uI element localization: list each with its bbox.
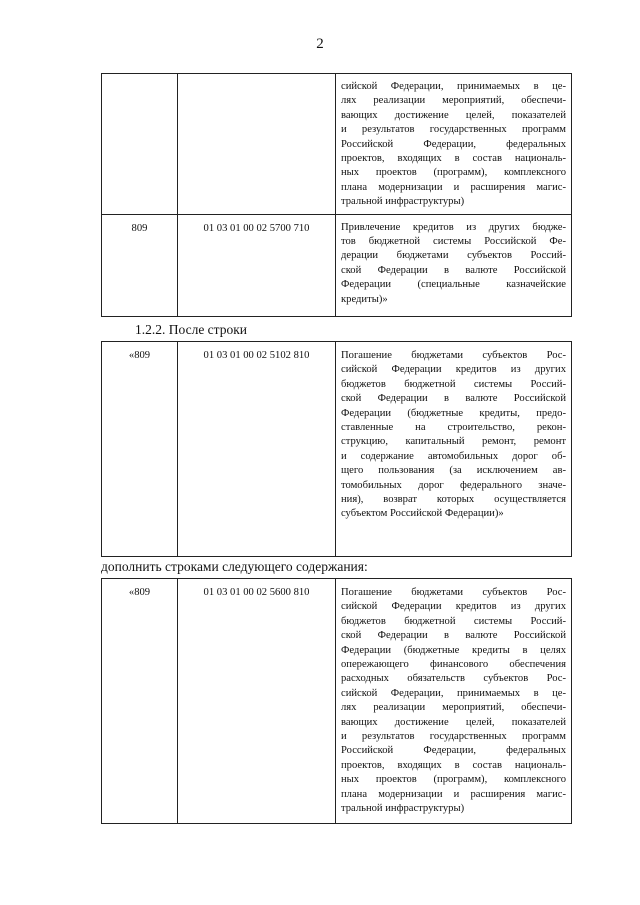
description-line: сийской Федерации кредитов из других: [341, 364, 566, 376]
description-line: тральной инфраструктуры): [341, 803, 465, 815]
description-line: дерации бюджетами субъектов Россий-: [341, 250, 566, 262]
description-cell: [336, 342, 572, 557]
table-new-rows: [101, 578, 572, 824]
description-line: сийской Федерации кредитов из других: [341, 601, 566, 613]
description-line: и результатов государственных программ: [341, 124, 566, 136]
description-line: Привлечение кредитов из других бюдже-: [341, 221, 566, 233]
paragraph-add-rows: дополнить строками следующего содержания:: [101, 559, 368, 574]
description-line: Российской Федерации, федеральных: [341, 138, 566, 150]
description-line: бюджетов бюджетной системы Россий-: [341, 378, 566, 390]
description-line: ской Федерации в валюте Российской: [341, 630, 566, 642]
description-line: Российской Федерации, федеральных: [341, 745, 566, 757]
admin-code-cell: [102, 74, 178, 215]
description-line: Погашение бюджетами субъектов Рос-: [341, 350, 566, 361]
description-line: проектов, входящих в состав националь-: [341, 759, 566, 771]
description-line: ных проектов (программ), комплексного: [341, 774, 566, 786]
description-line: ской Федерации в валюте Российской: [341, 393, 566, 405]
description-line: томобильных дорог федерального значе-: [341, 479, 566, 491]
description-line: плана модернизации и расширения магис-: [341, 788, 566, 800]
description-line: струкцию, капитальный ремонт, ремонт: [341, 436, 566, 448]
description-line: лях реализации мероприятий, обеспечи-: [341, 702, 566, 714]
description-cell: [336, 579, 572, 824]
kbk-code-cell: 01 03 01 00 02 5102 810: [178, 342, 336, 557]
description-line: и результатов государственных программ: [341, 731, 566, 743]
description-line: и содержание автомобильных дорог об-: [341, 450, 566, 462]
table-row: [102, 342, 572, 557]
description-line: вающих достижение целей, показателей: [341, 109, 566, 121]
table-reference-row: [101, 341, 572, 557]
description-line: проектов, входящих в состав националь-: [341, 153, 566, 165]
admin-code-cell: «809: [102, 579, 178, 824]
description-line: опережающего финансового обеспечения: [341, 659, 566, 671]
description-line: тов бюджетной системы Российской Фе-: [341, 236, 566, 248]
kbk-code-cell: 01 03 01 00 02 5600 810: [178, 579, 336, 824]
description-line: ской Федерации в валюте Российской: [341, 264, 566, 276]
description-line: ставленные на строительство, рекон-: [341, 422, 566, 434]
paragraph-after-row: 1.2.2. После строки: [135, 322, 248, 337]
description-line: бюджетов бюджетной системы Россий-: [341, 615, 566, 627]
description-line: сийской Федерации, принимаемых в це-: [341, 81, 566, 92]
description-line: щего пользования (за исключением ав-: [341, 465, 566, 477]
description-line: Федерации (специальные казначейские: [341, 279, 566, 291]
description-line: Федерации (бюджетные кредиты, предо-: [341, 407, 566, 419]
description-line: Погашение бюджетами субъектов Рос-: [341, 587, 566, 598]
table-row: [102, 579, 572, 824]
description-line: ных проектов (программ), комплексного: [341, 167, 566, 179]
description-line: тральной инфраструктуры): [341, 196, 465, 208]
table-continuation: [101, 73, 572, 317]
description-line: ния), возврат которых осуществляется: [341, 494, 566, 506]
table-row: [102, 74, 572, 215]
kbk-code-cell: [178, 74, 336, 215]
description-line: субъектом Российской Федерации)»: [341, 508, 504, 520]
description-cell: [336, 214, 572, 316]
description-cell: [336, 74, 572, 215]
description-line: кредиты)»: [341, 293, 388, 305]
description-line: лях реализации мероприятий, обеспечи-: [341, 95, 566, 107]
description-line: расходных обязательств субъектов Рос-: [341, 673, 566, 685]
description-line: вающих достижение целей, показателей: [341, 716, 566, 728]
admin-code-cell: 809: [102, 214, 178, 316]
kbk-code-cell: 01 03 01 00 02 5700 710: [178, 214, 336, 316]
description-line: Федерации (бюджетные кредиты в целях: [341, 644, 566, 656]
description-line: сийской Федерации, принимаемых в це-: [341, 687, 566, 699]
table-row: [102, 214, 572, 316]
description-line: плана модернизации и расширения магис-: [341, 181, 566, 193]
admin-code-cell: «809: [102, 342, 178, 557]
page-number: 2: [316, 36, 324, 52]
